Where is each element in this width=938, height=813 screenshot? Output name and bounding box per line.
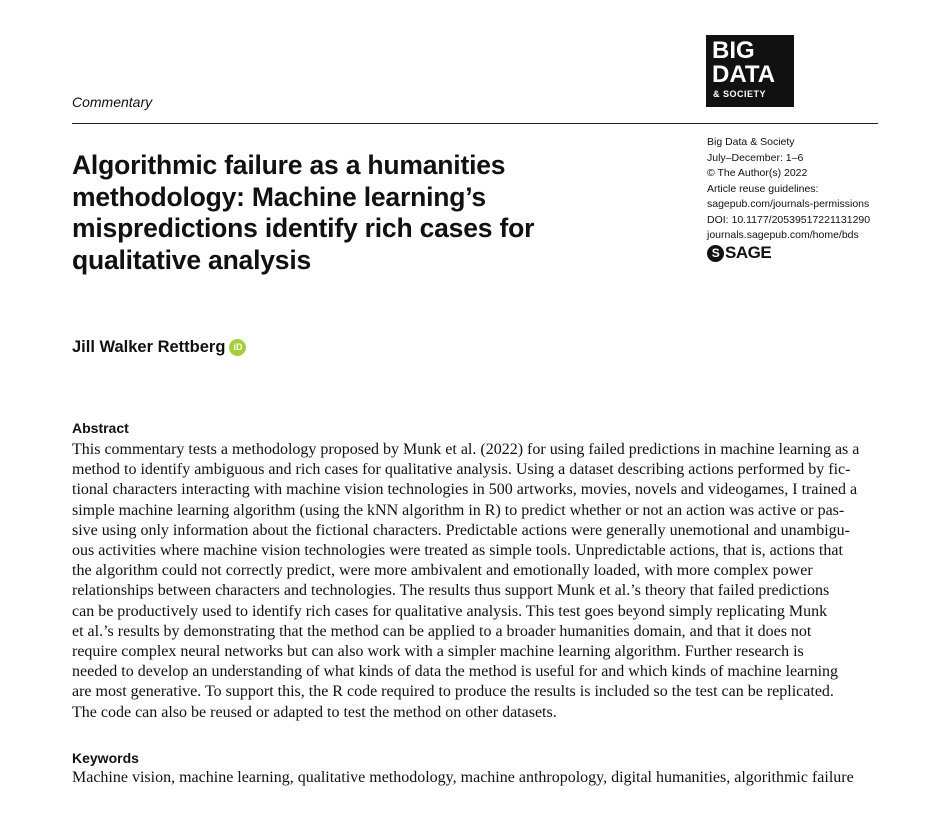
meta-issue: July–December: 1–6 xyxy=(707,151,804,164)
meta-journal-link[interactable]: journals.sagepub.com/home/bds xyxy=(707,229,859,241)
abstract-line: sive using only information about the fictional characters. Predictable actions were generally unemotional and unambigu- xyxy=(72,521,850,539)
abstract-line: are most generative. To support this, the R code required to produce the results is included so the test can be replicated. xyxy=(72,683,834,701)
abstract-line: needed to develop an understanding of what kinds of data the method is useful for and which kinds of machine learning xyxy=(72,663,839,681)
abstract-line: tional characters interacting with machine vision technologies in 500 artworks, movies, novels and videogames, I trained a xyxy=(72,481,858,499)
title-line: Algorithmic failure as a humanities xyxy=(72,150,506,180)
keywords-list: Machine vision, machine learning, qualitative methodology, machine anthropology, digital humanities, algorithmic failure xyxy=(72,769,854,786)
publisher-name: SAGE xyxy=(725,243,772,262)
title-line: qualitative analysis xyxy=(72,244,312,275)
logo-line-2: DATA xyxy=(712,61,776,88)
abstract-line: the algorithm could not correctly predict, were more ambivalent and emotionally loaded, with more complex power xyxy=(72,562,813,580)
orcid-icon[interactable]: iD xyxy=(229,339,246,356)
abstract-line: simple machine learning algorithm (using the kNN algorithm in R) to predict whether or not an action was active or pas- xyxy=(72,501,845,519)
abstract-line: et al.’s results by demonstrating that the method can be applied to a broader humanities domain, and that it does not xyxy=(72,622,812,640)
abstract-line: This commentary tests a methodology proposed by Munk et al. (2022) for using failed predictions in machine learning as a xyxy=(72,441,860,458)
publication-meta xyxy=(707,135,907,244)
meta-copyright: © The Author(s) 2022 xyxy=(707,167,808,179)
meta-reuse-label: Article reuse guidelines: xyxy=(707,182,819,195)
meta-doi[interactable]: DOI: 10.1177/20539517221131290 xyxy=(707,213,871,226)
author xyxy=(72,338,246,357)
meta-journal: Big Data & Society xyxy=(707,136,795,148)
abstract-line: require complex neural networks but can also work with a simpler machine learning algorithm. Further research is xyxy=(72,643,804,661)
keywords-heading: Keywords xyxy=(72,750,139,766)
author-name[interactable]: Jill Walker Rettberg xyxy=(72,338,226,356)
title-line: mispredictions identify rich cases for xyxy=(72,213,535,243)
section-label: Commentary xyxy=(72,94,153,110)
meta-reuse-link[interactable]: sagepub.com/journals-permissions xyxy=(707,198,870,210)
abstract-line: The code can also be reused or adapted to test the method on other datasets. xyxy=(72,703,557,721)
abstract-heading: Abstract xyxy=(72,420,129,436)
article-title xyxy=(72,150,632,276)
publisher-logo xyxy=(707,243,771,263)
journal-logo xyxy=(706,35,794,107)
logo-line-3: & SOCIETY xyxy=(713,89,767,99)
abstract-line: relationships between characters and technologies. The results thus support Munk et al.’s theory that failed predictions xyxy=(72,582,830,600)
abstract-body xyxy=(72,440,882,723)
logo-line-1: BIG xyxy=(712,37,755,64)
abstract-line: method to identify ambiguous and rich cases for qualitative analysis. Using a dataset describing actions performed by fic- xyxy=(72,461,851,479)
title-line: methodology: Machine learning’s xyxy=(72,181,486,212)
abstract-line: ous activities where machine vision technologies were treated as simple tools. Unpredictable actions, that is, actions that xyxy=(72,542,843,560)
header-divider xyxy=(72,123,878,124)
sage-icon: S xyxy=(707,245,724,262)
abstract-line: can be productively used to identify rich cases for qualitative analysis. This test goes beyond simply replicating Munk xyxy=(72,602,828,620)
